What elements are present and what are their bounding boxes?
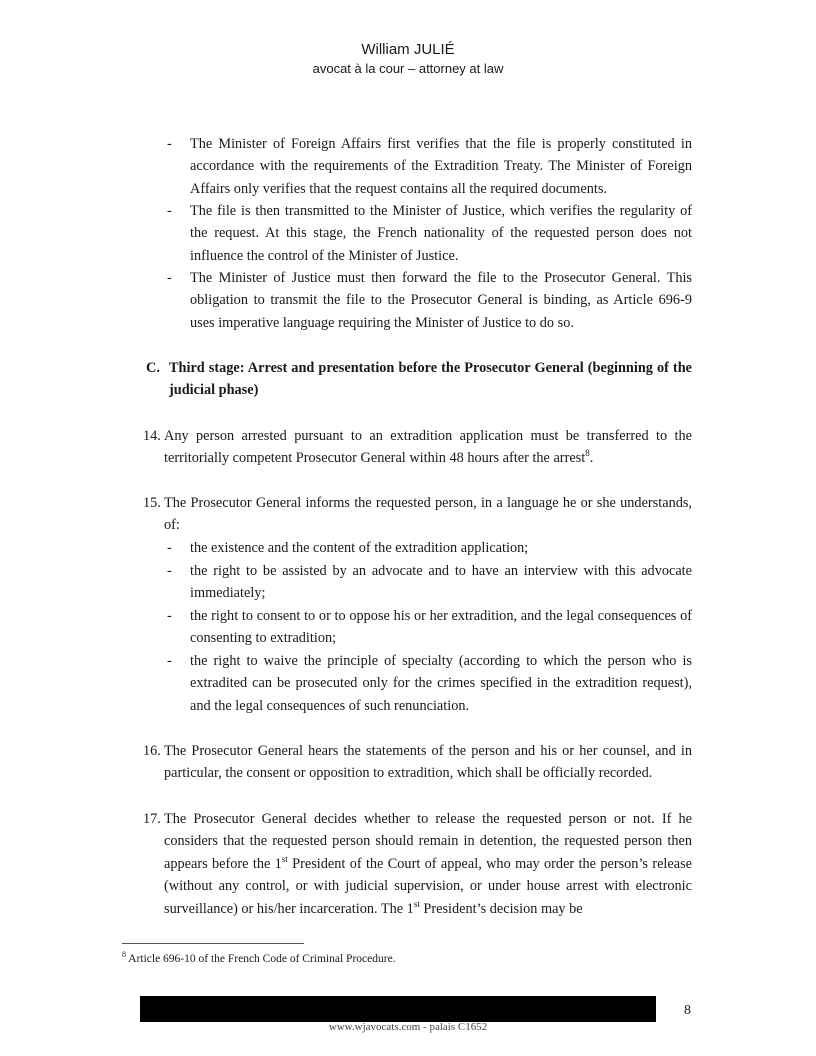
paragraph-text: President of the Court of appeal, who may order the person’s release (without any control, or with judicial supervision, or under house arrest with electronic surveillance) or his/her incarceration. The 1 [164,855,692,917]
list-item: the right to be assisted by an advocate and to have an interview with this advocate immediately; [190,563,692,602]
paragraph-17 [164,808,692,920]
footer-bar [140,996,656,1022]
bullet-dash: - [167,270,172,286]
footnote-text: Article 696-10 of the French Code of Criminal Procedure. [126,953,396,965]
paragraph-number: 14. [143,428,161,444]
footnote-reference[interactable]: 8 [585,448,590,459]
bullet-item: The Minister of Foreign Affairs first verifies that the file is properly constituted in accordance with the requirements of the Extradition Treaty. The Minister of Foreign Affairs only verifies that the request contains all the required documents. [190,136,692,197]
footnote-number: 8 [122,950,126,960]
bullet-dash: - [167,540,172,556]
paragraph-15: The Prosecutor General informs the requested person, in a language he or she understands, of: [164,495,692,534]
bullet-dash: - [167,136,172,152]
footnote-divider [122,943,304,944]
list-item: the existence and the content of the extradition application; [190,540,529,556]
section-letter: C. [146,360,160,376]
paragraph-16: The Prosecutor General hears the statements of the person and his or her counsel, and in particular, the consent or opposition to extradition, which shall be officially recorded. [164,743,692,782]
paragraph-end: . [589,450,594,467]
footer-website[interactable]: www.wjavocats.com - palais C1652 [328,1021,488,1033]
bullet-item: The file is then transmitted to the Minister of Justice, which verifies the regularity of the request. At this stage, the French nationality of the requested person does not influence the control of the Minister of Justice. [190,203,692,264]
bullet-dash: - [167,203,172,219]
superscript: st [281,854,288,865]
letterhead [0,40,816,78]
bullet-dash: - [167,653,172,669]
superscript: st [413,898,420,909]
attorney-subtitle: avocat à la cour – attorney at law [312,61,504,76]
paragraph-text: Any person arrested pursuant to an extradition application must be transferred to the territorially competent Prosecutor General within 48 hours after the arrest [164,428,692,467]
bullet-dash: - [167,608,172,624]
paragraph-number: 16. [143,743,161,759]
list-item: the right to waive the principle of specialty (according to which the person who is extradited can be prosecuted only for the crimes specified in the extradition request), and the legal consequences of such renunciation. [190,653,692,714]
list-item: the right to consent to or to oppose his or her extradition, and the legal consequences of consenting to extradition; [190,608,692,647]
footnote [122,951,396,967]
paragraph-text: President’s decision may be [419,900,583,917]
section-title: Third stage: Arrest and presentation before the Prosecutor General (beginning of the judicial phase) [169,360,692,399]
paragraph-14 [164,425,692,470]
paragraph-text: The Prosecutor General decides whether to release the requested person or not. If he considers that the requested person should remain in detention, the requested person then appears before the 1 [164,811,692,872]
bullet-item: The Minister of Justice must then forward the file to the Prosecutor General. This obligation to transmit the file to the Prosecutor General is binding, as Article 696-9 uses imperative language requiring the Minister of Justice to do so. [190,270,692,331]
paragraph-number: 15. [143,495,161,511]
paragraph-number: 17. [143,811,161,827]
bullet-dash: - [167,563,172,579]
page-number: 8 [684,1003,691,1018]
attorney-name: William JULIÉ [361,41,455,58]
